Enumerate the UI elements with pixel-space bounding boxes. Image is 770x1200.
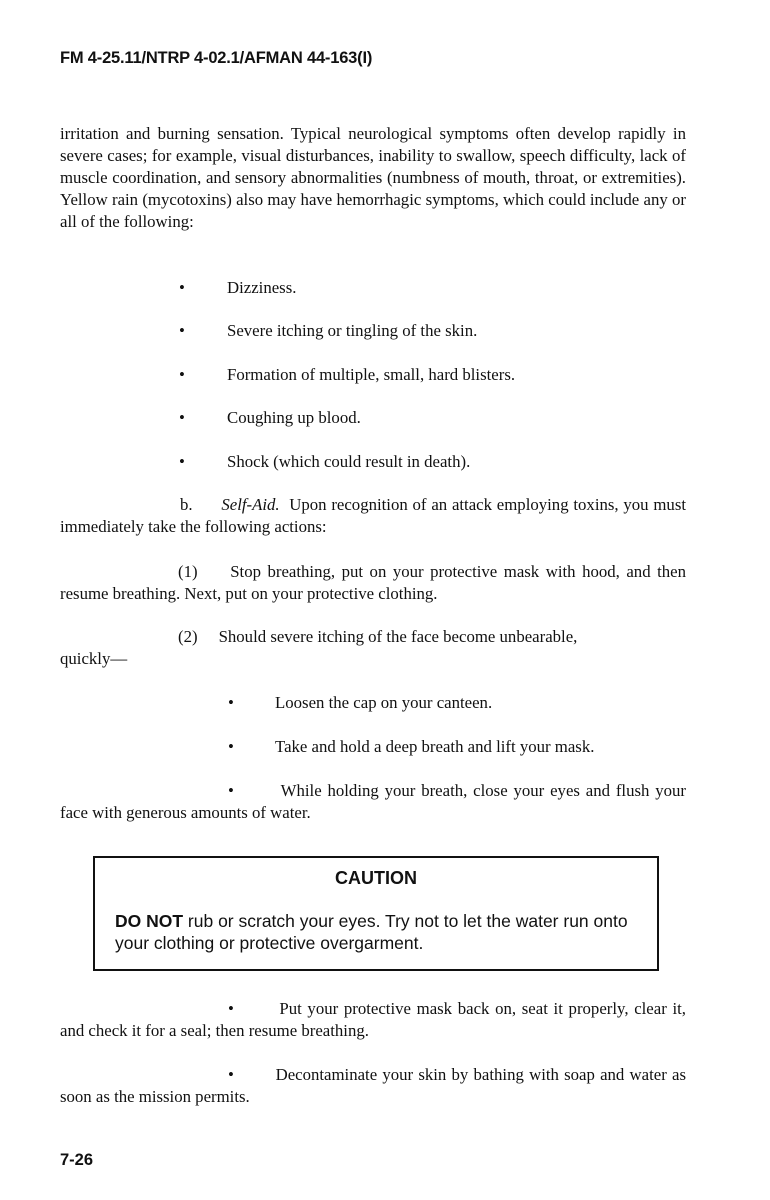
bullet-glyph: • <box>228 999 234 1018</box>
step-text: Should severe itching of the face become unbearable, <box>218 627 578 646</box>
caution-title: CAUTION <box>335 868 417 888</box>
list-item-text: Take and hold a deep breath and lift your mask. <box>275 737 595 756</box>
bullet-glyph: • <box>228 693 234 712</box>
step-2-continuation: quickly— <box>60 649 128 668</box>
step-text: Stop breathing, put on your protective mask with hood, and then resume breathing. Next, put on your protective clothing. <box>60 562 686 603</box>
step-marker: (2) <box>178 627 198 646</box>
bullet-glyph: • <box>179 365 185 384</box>
list-item <box>60 780 686 824</box>
list-item <box>60 998 686 1042</box>
list-item-text: While holding your breath, close your eyes and flush your face with generous amounts of water. <box>60 781 686 822</box>
bullet-glyph: • <box>228 737 234 756</box>
caution-body-text: rub or scratch your eyes. Try not to let the water run onto your clothing or protective overgarment. <box>115 911 628 953</box>
list-item-text: Coughing up blood. <box>227 408 361 427</box>
step-2-paragraph <box>60 626 686 648</box>
list-item-text: Shock (which could result in death). <box>227 452 471 471</box>
self-aid-text: Upon recognition of an attack employing toxins, you must immediately take the following actions: <box>60 495 687 536</box>
bullet-glyph: • <box>179 408 185 427</box>
caution-box <box>93 856 659 971</box>
list-item-text: Loosen the cap on your canteen. <box>275 693 493 712</box>
intro-paragraph: irritation and burning sensation. Typical neurological symptoms often develop rapidly in severe cases; for example, visual disturbances, inability to swallow, speech difficulty, lack of muscle coordination, and sensory abnormalities (numbness of mouth, throat, or extremities). Yellow rain (mycotoxins) also may have hemorrhagic symptoms, which could include any or all of the following: <box>60 124 686 231</box>
list-item-text: Decontaminate your skin by bathing with soap and water as soon as the mission permits. <box>60 1065 686 1106</box>
step-1-paragraph <box>60 561 686 605</box>
list-item-text: Dizziness. <box>227 278 297 297</box>
bullet-glyph: • <box>228 1065 234 1084</box>
caution-text <box>115 910 635 954</box>
step-marker: (1) <box>178 562 198 581</box>
self-aid-heading: Self-Aid. <box>221 495 280 514</box>
page-number: 7-26 <box>60 1151 94 1169</box>
bullet-glyph: • <box>228 781 234 800</box>
list-item-text: Severe itching or tingling of the skin. <box>227 321 478 340</box>
list-item-text: Put your protective mask back on, seat it properly, clear it, and check it for a seal; then resume breathing. <box>60 999 686 1040</box>
running-header: FM 4-25.11/NTRP 4-02.1/AFMAN 44-163(I) <box>60 49 373 67</box>
bullet-glyph: • <box>179 278 185 297</box>
bullet-glyph: • <box>179 321 185 340</box>
self-aid-paragraph <box>60 494 686 538</box>
list-item <box>60 1064 686 1108</box>
paragraph-marker: b. <box>180 495 193 514</box>
list-item-text: Formation of multiple, small, hard blisters. <box>227 365 516 384</box>
caution-emphasis: DO NOT <box>115 911 184 931</box>
bullet-glyph: • <box>179 452 185 471</box>
